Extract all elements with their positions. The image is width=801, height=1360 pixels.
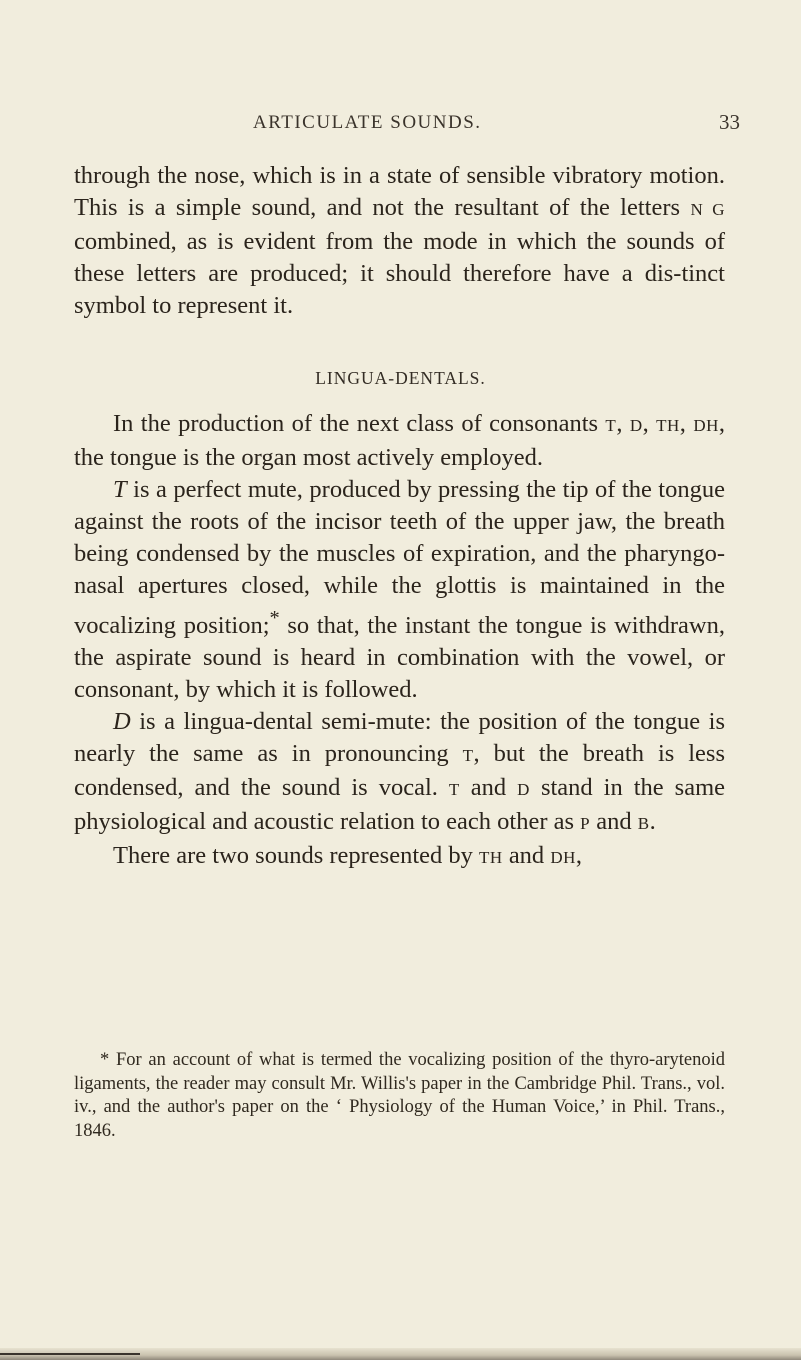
paragraph-4-text-b: , but the breath is less condensed, and the sound is vocal.: [74, 740, 726, 802]
section-heading-lingua-dentals: LINGUA-DENTALS.: [315, 368, 486, 388]
letters-ng: N G: [690, 200, 725, 219]
paragraph-2: [74, 408, 725, 474]
paragraph-1-text-a: through the nose, which is in a state of sensible vibratory motion. This is a simple sound, and not the resultant of the letters: [74, 162, 725, 221]
separator: ,: [616, 410, 630, 437]
paragraph-1: [74, 160, 725, 322]
paragraph-5: [74, 840, 725, 874]
page-edge-line: [0, 1353, 140, 1355]
letter-b: B: [637, 814, 650, 834]
paragraph-3: [74, 474, 725, 706]
paragraph-5-text-b: and: [502, 842, 551, 870]
paragraph-4: [74, 706, 725, 840]
paragraph-4-text-e: and: [590, 808, 638, 836]
paragraph-nasal-continuation: [74, 160, 725, 322]
paragraph-4-text-d: stand in the same physiological and acoustic relation to each other as: [74, 774, 725, 836]
letter-t: T: [605, 416, 617, 435]
letters-th: TH: [479, 848, 503, 868]
paragraph-5-text-c: ,: [575, 842, 582, 870]
running-head: ARTICULATE SOUNDS.: [253, 112, 482, 133]
italic-letter-d: D: [113, 708, 131, 736]
footnote: [74, 1049, 725, 1143]
letter-d: D: [517, 780, 530, 800]
paragraph-2-text-a: In the production of the next class of consonants: [113, 410, 606, 437]
footnote-mark: *: [100, 1050, 110, 1070]
main-text-block: [74, 408, 725, 874]
separator: ,: [679, 410, 694, 437]
separator: ,: [642, 410, 657, 437]
paragraph-5-text-a: There are two sounds represented by: [113, 842, 480, 870]
italic-letter-t: T: [113, 476, 127, 503]
paragraph-4-text-c: and: [459, 774, 518, 802]
paragraph-3-text-b: so that, the instant the tongue is withdrawn, the aspirate sound is heard in combination with the vowel, or consonant, by which it is followed.: [74, 612, 725, 704]
page-number: 33: [719, 110, 740, 134]
paragraph-2-text-b: , the tongue is the organ most actively employed.: [74, 410, 725, 471]
footnote-reference: *: [269, 607, 280, 629]
paragraph-1-text-b: combined, as is evident from the mode in which the sounds of these letters are produced; it should therefore have a dis-tinct symbol to represent it.: [74, 228, 725, 319]
letter-p: P: [580, 814, 591, 834]
footnote-body: For an account of what is termed the vocalizing position of the thyro-arytenoid ligaments, the reader may consult Mr. Willis's paper in the Cambridge Phil. Trans., vol. iv., and the author's paper on the ‘ Physiology of the Human Voice,’ in Phil. Trans., 1846.: [74, 1050, 725, 1141]
letters-th: TH: [656, 416, 680, 435]
letter-t: T: [448, 780, 460, 800]
letters-dh: DH: [550, 848, 576, 868]
footnote-text: [74, 1049, 725, 1143]
paragraph-4-text-a: is a lingua-dental semi-mute: the position of the tongue is nearly the same as in pronouncing: [74, 708, 725, 768]
letter-d: D: [629, 416, 643, 435]
letters-dh: DH: [693, 416, 719, 435]
paragraph-4-text-f: .: [649, 808, 656, 836]
paragraph-3-text-a: is a perfect mute, produced by pressing the tip of the tongue against the roots of the incisor teeth of the upper jaw, the breath being condensed by the muscles of expiration, and the pharyngo-nasal apertures closed, while the glottis is maintained in the vocalizing position;: [74, 476, 725, 640]
letter-t: T: [462, 746, 474, 766]
